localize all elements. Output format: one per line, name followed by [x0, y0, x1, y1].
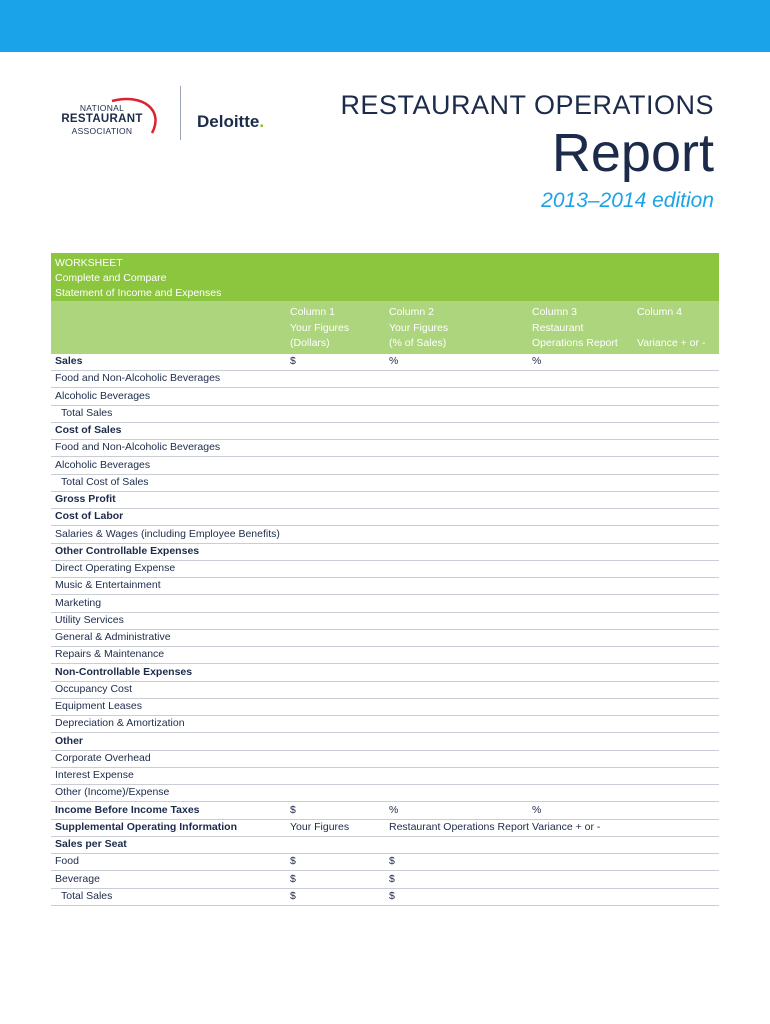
logo-divider — [180, 86, 181, 140]
table-row — [51, 422, 719, 440]
edition-label: 2013–2014 edition — [541, 189, 714, 212]
table-row — [51, 577, 719, 595]
row-label: Utility Services — [55, 613, 124, 626]
row-cell-c2[interactable]: $ — [389, 889, 395, 902]
row-label: Corporate Overhead — [55, 751, 151, 764]
deloitte-dot: . — [259, 112, 265, 131]
table-row — [51, 543, 719, 561]
row-label: Other (Income)/Expense — [55, 786, 170, 799]
table-row — [51, 612, 719, 630]
table-row — [51, 836, 719, 854]
row-label: Direct Operating Expense — [55, 562, 176, 574]
table-row — [51, 457, 719, 475]
table-row — [51, 491, 719, 509]
table-row — [51, 853, 719, 871]
worksheet-label: WORKSHEET — [55, 257, 123, 269]
row-label: Total Sales — [61, 889, 113, 902]
table-row — [51, 646, 719, 664]
table-row — [51, 474, 719, 492]
row-label: Non-Controllable Expenses — [55, 665, 193, 678]
row-cell-c1[interactable]: $ — [290, 855, 296, 868]
table-row — [51, 784, 719, 802]
row-cell-c3[interactable]: % — [532, 355, 542, 367]
row-cell-c2[interactable]: $ — [389, 872, 395, 885]
report-title-line1: RESTAURANT OPERATIONS — [340, 90, 714, 120]
table-row — [51, 439, 719, 457]
row-label: Income Before Income Taxes — [55, 803, 200, 816]
column-2-line2: Your Figures — [389, 321, 449, 334]
row-cell-c1[interactable]: $ — [290, 355, 296, 367]
row-cell-c3[interactable]: Variance + or - — [532, 820, 601, 833]
table-row — [51, 370, 719, 388]
row-cell-c2[interactable]: Restaurant Operations Report — [389, 820, 530, 833]
table-row — [51, 664, 719, 682]
row-label: Sales per Seat — [55, 838, 127, 850]
row-label: Food — [55, 855, 79, 868]
row-label: Depreciation & Amortization — [55, 717, 185, 730]
row-label: Occupancy Cost — [55, 682, 133, 695]
column-3-line1: Column 3 — [532, 306, 577, 318]
row-cell-c2[interactable]: % — [389, 803, 399, 816]
table-row — [51, 560, 719, 578]
column-header-row — [51, 301, 719, 354]
row-label: Beverage — [55, 872, 100, 885]
column-1-line3: (Dollars) — [290, 337, 330, 349]
column-2-line3: (% of Sales) — [389, 337, 447, 349]
table-row — [51, 388, 719, 406]
table-row — [51, 698, 719, 716]
column-3-line2: Restaurant — [532, 321, 584, 334]
table-row — [51, 888, 719, 906]
row-label: Supplemental Operating Information — [55, 820, 238, 833]
column-1-line2: Your Figures — [290, 321, 350, 334]
table-row — [51, 353, 719, 371]
table-row — [51, 508, 719, 526]
report-title-line2: Report — [551, 123, 714, 183]
row-label: Food and Non-Alcoholic Beverages — [55, 441, 221, 454]
row-label: Equipment Leases — [55, 700, 142, 712]
deloitte-name: Deloitte — [197, 112, 260, 131]
column-3-line3: Operations Report — [532, 337, 618, 349]
table-row — [51, 629, 719, 647]
column-3-header — [532, 305, 618, 352]
row-label: Total Sales — [61, 406, 113, 419]
row-label: Marketing — [55, 596, 102, 609]
column-1-line1: Column 1 — [290, 306, 335, 318]
row-label: Cost of Labor — [55, 510, 124, 523]
row-label: Total Cost of Sales — [61, 475, 149, 488]
table-row — [51, 819, 719, 837]
row-label: Other — [55, 734, 84, 747]
row-label: Alcoholic Beverages — [55, 389, 151, 402]
table-row — [51, 767, 719, 785]
table-row — [51, 733, 719, 751]
row-label: Food and Non-Alcoholic Beverages — [55, 372, 221, 385]
column-2-line1: Column 2 — [389, 306, 434, 318]
top-banner — [0, 0, 770, 52]
column-1-header — [290, 305, 349, 352]
column-4-line3: Variance + or - — [637, 337, 706, 349]
row-label: Alcoholic Beverages — [55, 458, 151, 471]
worksheet-header — [51, 253, 719, 301]
worksheet-subtitle1: Complete and Compare — [55, 272, 167, 284]
table-row — [51, 871, 719, 889]
row-label: Sales — [55, 355, 83, 367]
row-label: Repairs & Maintenance — [55, 648, 165, 661]
nra-line2: RESTAURANT — [61, 113, 143, 125]
row-label: Music & Entertainment — [55, 579, 161, 592]
table-row — [51, 681, 719, 699]
table-row — [51, 715, 719, 733]
row-cell-c1[interactable]: $ — [290, 872, 296, 885]
nra-line1: NATIONAL — [79, 103, 125, 113]
table-row — [51, 595, 719, 613]
column-4-line1: Column 4 — [637, 306, 682, 318]
nra-line3: ASSOCIATION — [71, 126, 133, 136]
row-label: General & Administrative — [55, 631, 171, 643]
column-4-header — [637, 305, 705, 352]
row-cell-c2[interactable]: % — [389, 355, 399, 367]
row-cell-c1[interactable]: $ — [290, 889, 296, 902]
row-cell-c3[interactable]: % — [532, 803, 542, 816]
row-cell-c1[interactable]: Your Figures — [290, 820, 350, 833]
row-cell-c2[interactable]: $ — [389, 855, 395, 868]
table-row — [51, 750, 719, 768]
deloitte-logo — [197, 112, 264, 132]
row-label: Gross Profit — [55, 493, 116, 505]
table-row — [51, 405, 719, 423]
nra-logo — [52, 99, 164, 141]
table-row — [51, 526, 719, 544]
column-2-header — [389, 305, 448, 352]
row-cell-c1[interactable]: $ — [290, 803, 296, 816]
table-row — [51, 802, 719, 820]
worksheet-subtitle2: Statement of Income and Expenses — [55, 287, 222, 299]
row-label: Cost of Sales — [55, 424, 122, 436]
row-label: Other Controllable Expenses — [55, 544, 200, 557]
row-label: Salaries & Wages (including Employee Benefits) — [55, 527, 280, 540]
column-4-line2 — [637, 321, 705, 337]
row-label: Interest Expense — [55, 769, 134, 781]
